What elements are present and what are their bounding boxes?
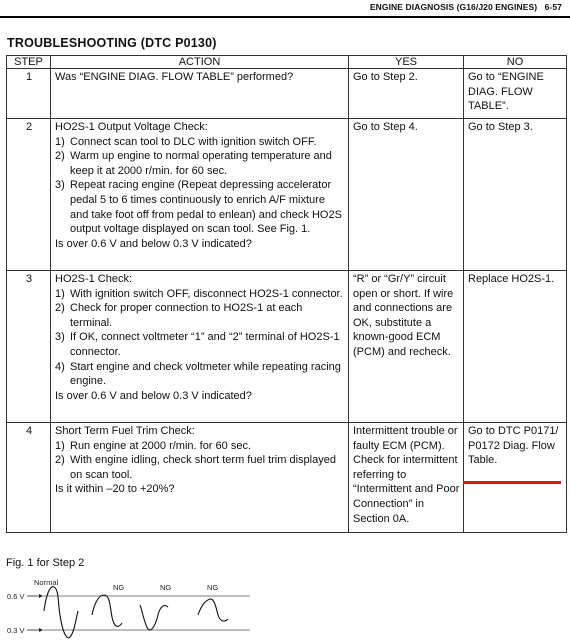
step-cell: 2 (7, 119, 51, 271)
action-step-number: 3) (55, 331, 65, 344)
wave-label-ng-1: NG (113, 583, 125, 592)
wave-label-ng-2: NG (160, 583, 172, 592)
label-0-3v: 0.3 V (7, 626, 25, 635)
action-question: Is it within –20 to +20%? (55, 483, 175, 496)
action-step-text: With engine idling, check short term fuel trim displayed on scan tool. (70, 454, 336, 481)
action-question: Is over 0.6 V and below 0.3 V indicated? (55, 237, 252, 250)
action-step-item (55, 301, 345, 330)
action-step-number: 3) (55, 179, 65, 192)
action-steps-list (55, 439, 345, 483)
action-step-number: 2) (55, 454, 65, 467)
no-cell: Go to Step 3. (464, 119, 567, 271)
action-step-number: 1) (55, 287, 65, 300)
yes-cell: Go to Step 2. (349, 69, 464, 119)
action-step-text: Start engine and check voltmeter while repeating racing engine. (70, 360, 341, 388)
voltage-waveform-figure (0, 575, 260, 643)
table-row (7, 271, 567, 423)
troubleshooting-table (6, 55, 567, 533)
action-lead: Short Term Fuel Trim Check: (55, 425, 195, 437)
waveform-ng-1 (92, 595, 122, 626)
action-step-text: Check for proper connection to HO2S-1 at each terminal. (70, 302, 303, 329)
yes-cell: “R” or “Gr/Y” circuit open or short. If wire and connections are OK, substitute a known-good ECM (PCM) and recheck. (349, 271, 464, 423)
no-cell: Replace HO2S-1. (464, 271, 567, 423)
action-cell (51, 119, 349, 271)
table-row (7, 423, 567, 533)
action-cell (51, 69, 349, 119)
arrow-head-low (39, 628, 43, 632)
action-cell (51, 271, 349, 423)
action-step-item (55, 287, 345, 302)
header-section: ENGINE DIAGNOSIS (G16/J20 ENGINES) (369, 2, 538, 12)
waveform-ng-3 (198, 599, 228, 621)
yes-cell: Intermittent trouble or faulty ECM (PCM). Check for intermittent referring to “Intermittent and Poor Connection” in Section 0A. (349, 423, 464, 533)
action-step-text: Run engine at 2000 r/min. for 60 sec. (70, 439, 251, 452)
action-step-number: 2) (55, 150, 65, 163)
step-cell: 3 (7, 271, 51, 423)
wave-label-normal: Normal (34, 578, 59, 587)
action-lead: Was “ENGINE DIAG. FLOW TABLE” performed? (55, 71, 294, 83)
action-steps-list (55, 287, 345, 389)
yes-cell: Go to Step 4. (349, 119, 464, 271)
action-step-text: Warm up engine to normal operating temperature and keep it at 2000 r/min. for 60 sec. (70, 150, 332, 177)
figure-caption: Fig. 1 for Step 2 (6, 557, 85, 569)
running-header (370, 2, 562, 12)
column-header-action: ACTION (51, 56, 349, 69)
no-cell: Go to DTC P0171/ P0172 Diag. Flow Table. (464, 423, 567, 533)
header-page-number: 6-57 (544, 2, 562, 12)
step-cell: 1 (7, 69, 51, 119)
column-header-yes: YES (349, 56, 464, 69)
header-rule (0, 16, 570, 18)
red-underline-highlight (463, 481, 561, 484)
action-step-item (55, 149, 345, 178)
page-title: TROUBLESHOOTING (DTC P0130) (7, 36, 217, 50)
action-cell (51, 423, 349, 533)
action-step-item (55, 330, 345, 359)
action-step-number: 4) (55, 360, 65, 373)
step-cell: 4 (7, 423, 51, 533)
action-step-item (55, 178, 345, 236)
action-step-number: 1) (55, 135, 65, 148)
action-question: Is over 0.6 V and below 0.3 V indicated? (55, 389, 252, 402)
action-step-item (55, 439, 345, 454)
column-header-step: STEP (7, 56, 51, 69)
action-step-number: 2) (55, 302, 65, 315)
table-body (7, 69, 567, 533)
waveform-ng-2 (140, 605, 168, 630)
action-step-item (55, 360, 345, 389)
action-step-item (55, 453, 345, 482)
wave-label-ng-3: NG (207, 583, 219, 592)
action-step-number: 1) (55, 439, 65, 452)
arrow-head-high (39, 594, 43, 598)
table-row (7, 69, 567, 119)
action-lead: HO2S-1 Output Voltage Check: (55, 121, 208, 133)
column-header-no: NO (464, 56, 567, 69)
table-header-row (7, 56, 567, 69)
action-lead: HO2S-1 Check: (55, 273, 133, 285)
action-step-text: If OK, connect voltmeter “1” and “2” terminal of HO2S-1 connector. (70, 331, 340, 358)
action-step-text: With ignition switch OFF, disconnect HO2S-1 connector. (70, 287, 343, 300)
label-0-6v: 0.6 V (7, 592, 25, 601)
action-steps-list (55, 135, 345, 237)
action-step-text: Repeat racing engine (Repeat depressing accelerator pedal 5 to 6 times continuously to enrich A/F mixture and take foot off from pedal to enlean) and check HO2S output voltage displayed on scan tool. See Fig. 1. (70, 179, 342, 236)
action-step-text: Connect scan tool to DLC with ignition switch OFF. (70, 135, 317, 148)
action-step-item (55, 135, 345, 150)
no-cell: Go to “ENGINE DIAG. FLOW TABLE”. (464, 69, 567, 119)
table-row (7, 119, 567, 271)
